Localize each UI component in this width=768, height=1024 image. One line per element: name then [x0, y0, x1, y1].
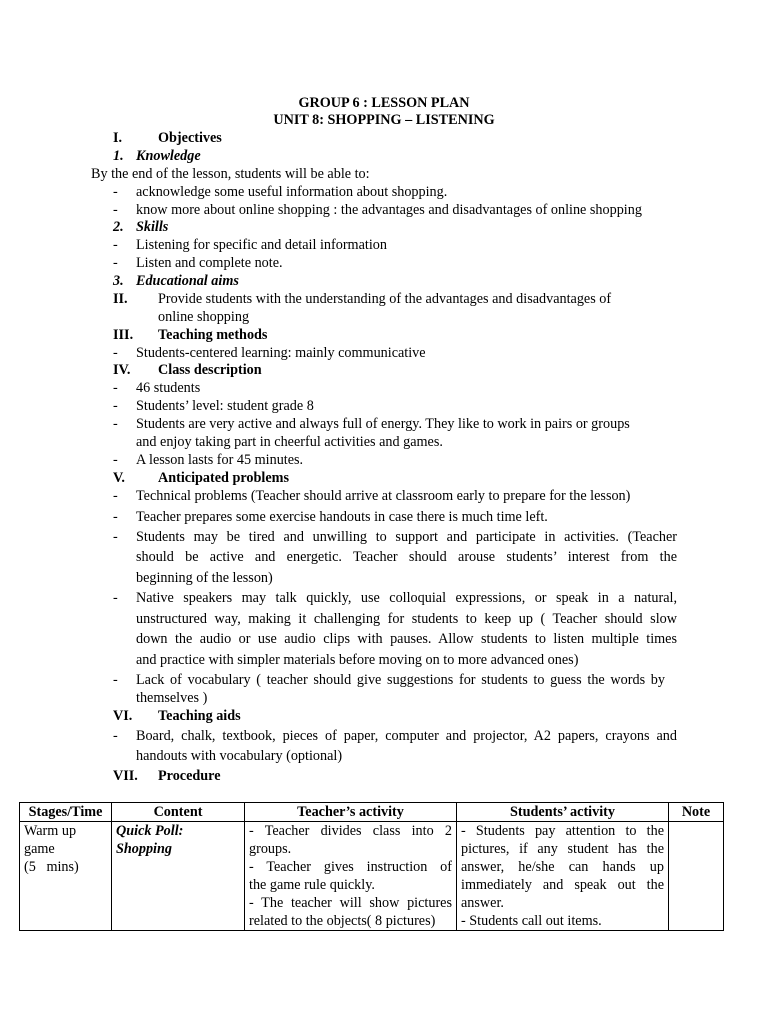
cell-line: - Students call out items.	[461, 913, 602, 929]
skills-item: Listen and complete note.	[136, 255, 283, 271]
problem-line: down the audio or use audio clips with pauses. Allow students to listen multiple times	[136, 631, 677, 647]
bullet: -	[113, 452, 118, 468]
cell-line: immediately and speak out the	[461, 877, 664, 893]
bullet: -	[113, 202, 118, 218]
cell-line: answer, he/she can hands up	[461, 859, 664, 875]
cell-line: - Teacher divides class into 2	[249, 823, 452, 839]
cell-line: related to the objects( 8 pictures)	[249, 913, 436, 929]
problem-line: Lack of vocabulary ( teacher should give suggestions for students to guess the words by	[136, 672, 665, 688]
problem-line: unstructured way, making it challenging for students to keep up ( Teacher should slow	[136, 611, 677, 627]
section-number: V.	[113, 470, 125, 486]
document-title: GROUP 6 : LESSON PLAN	[298, 95, 470, 111]
bullet: -	[113, 237, 118, 253]
section-number: I.	[113, 130, 123, 146]
cell-content	[112, 822, 245, 931]
class-description-item: and enjoy taking part in cheerful activities and games.	[136, 434, 443, 450]
cell-note	[669, 822, 724, 931]
problem-item: Technical problems (Teacher should arrive at classroom early to prepare for the lesson)	[136, 488, 631, 504]
class-description-item: 46 students	[136, 380, 201, 396]
problem-item: Teacher prepares some exercise handouts in case there is much time left.	[136, 509, 548, 525]
section-number: VII.	[113, 768, 138, 784]
table-row	[20, 822, 724, 931]
section-number: VI.	[113, 708, 133, 724]
problem-line: themselves )	[136, 690, 208, 706]
table-header-row	[20, 803, 724, 822]
subsection-heading-skills: Skills	[136, 219, 169, 235]
bullet: -	[113, 529, 118, 545]
class-description-item: Students are very active and always full of energy. They like to work in pairs or groups	[136, 416, 630, 432]
teaching-aids-line: Board, chalk, textbook, pieces of paper, computer and projector, A2 papers, crayons and	[136, 728, 677, 744]
subsection-number: 2.	[113, 219, 124, 235]
bullet: -	[113, 184, 118, 200]
bullet: -	[113, 509, 118, 525]
column-header-note: Note	[669, 803, 724, 822]
cell-line: groups.	[249, 841, 292, 857]
cell-line: Warm up	[24, 823, 77, 839]
cell-line: - Teacher gives instruction of	[249, 859, 452, 875]
section-heading-objectives: Objectives	[158, 130, 222, 146]
bullet: -	[113, 590, 118, 606]
column-header-students-activity: Students’ activity	[457, 803, 669, 822]
problem-line: beginning of the lesson)	[136, 570, 273, 586]
knowledge-item: know more about online shopping : the advantages and disadvantages of online shopping	[136, 202, 642, 218]
cell-line: - Students pay attention to the	[461, 823, 664, 839]
bullet: -	[113, 672, 118, 688]
section-text: Provide students with the understanding of the advantages and disadvantages of	[158, 291, 612, 307]
cell-line: the game rule quickly.	[249, 877, 375, 893]
procedure-table	[19, 802, 724, 931]
cell-students-activity	[457, 822, 669, 931]
cell-stage	[20, 822, 112, 931]
subsection-number: 1.	[113, 148, 124, 164]
class-description-item: Students’ level: student grade 8	[136, 398, 314, 414]
skills-item: Listening for specific and detail information	[136, 237, 387, 253]
knowledge-item: acknowledge some useful information about shopping.	[136, 184, 448, 200]
section-heading-anticipated-problems: Anticipated problems	[158, 470, 289, 486]
cell-line: - The teacher will show pictures	[249, 895, 452, 911]
bullet: -	[113, 488, 118, 504]
column-header-content: Content	[112, 803, 245, 822]
problem-line: Students may be tired and unwilling to support and participate in activities. (Teacher	[136, 529, 677, 545]
section-heading-class-description: Class description	[158, 362, 262, 378]
column-header-teacher-activity: Teacher’s activity	[245, 803, 457, 822]
section-number: IV.	[113, 362, 131, 378]
bullet: -	[113, 416, 118, 432]
class-description-item: A lesson lasts for 45 minutes.	[136, 452, 304, 468]
problem-line: Native speakers may talk quickly, use colloquial expressions, or speak in a natural,	[136, 590, 677, 606]
unit-title: UNIT 8: SHOPPING – LISTENING	[273, 112, 495, 128]
cell-line: Quick Poll:	[116, 823, 184, 839]
cell-line: game	[24, 841, 55, 857]
section-number: II.	[113, 291, 128, 307]
teaching-aids-line: handouts with vocabulary (optional)	[136, 748, 343, 764]
bullet: -	[113, 728, 118, 744]
bullet: -	[113, 380, 118, 396]
cell-line: pictures, if any student has the	[461, 841, 664, 857]
section-text: online shopping	[158, 309, 250, 325]
cell-teacher-activity	[245, 822, 457, 931]
subsection-heading-educational-aims: Educational aims	[136, 273, 239, 289]
objectives-intro: By the end of the lesson, students will be able to:	[91, 166, 370, 182]
bullet: -	[113, 345, 118, 361]
cell-line: Shopping	[116, 841, 172, 857]
section-heading-teaching-aids: Teaching aids	[158, 708, 241, 724]
column-header-stages-time: Stages/Time	[20, 803, 112, 822]
bullet: -	[113, 398, 118, 414]
problem-line: and practice with simpler materials before moving on to more advanced ones)	[136, 652, 579, 668]
cell-line: answer.	[461, 895, 504, 911]
section-heading-teaching-methods: Teaching methods	[158, 327, 268, 343]
bullet: -	[113, 255, 118, 271]
cell-line: (5 mins)	[24, 859, 79, 875]
subsection-number: 3.	[113, 273, 124, 289]
subsection-heading-knowledge: Knowledge	[136, 148, 201, 164]
problem-line: should be active and energetic. Teacher should arouse students’ interest from the	[136, 549, 677, 565]
section-number: III.	[113, 327, 134, 343]
teaching-methods-item: Students-centered learning: mainly communicative	[136, 345, 426, 361]
section-heading-procedure: Procedure	[158, 768, 221, 784]
